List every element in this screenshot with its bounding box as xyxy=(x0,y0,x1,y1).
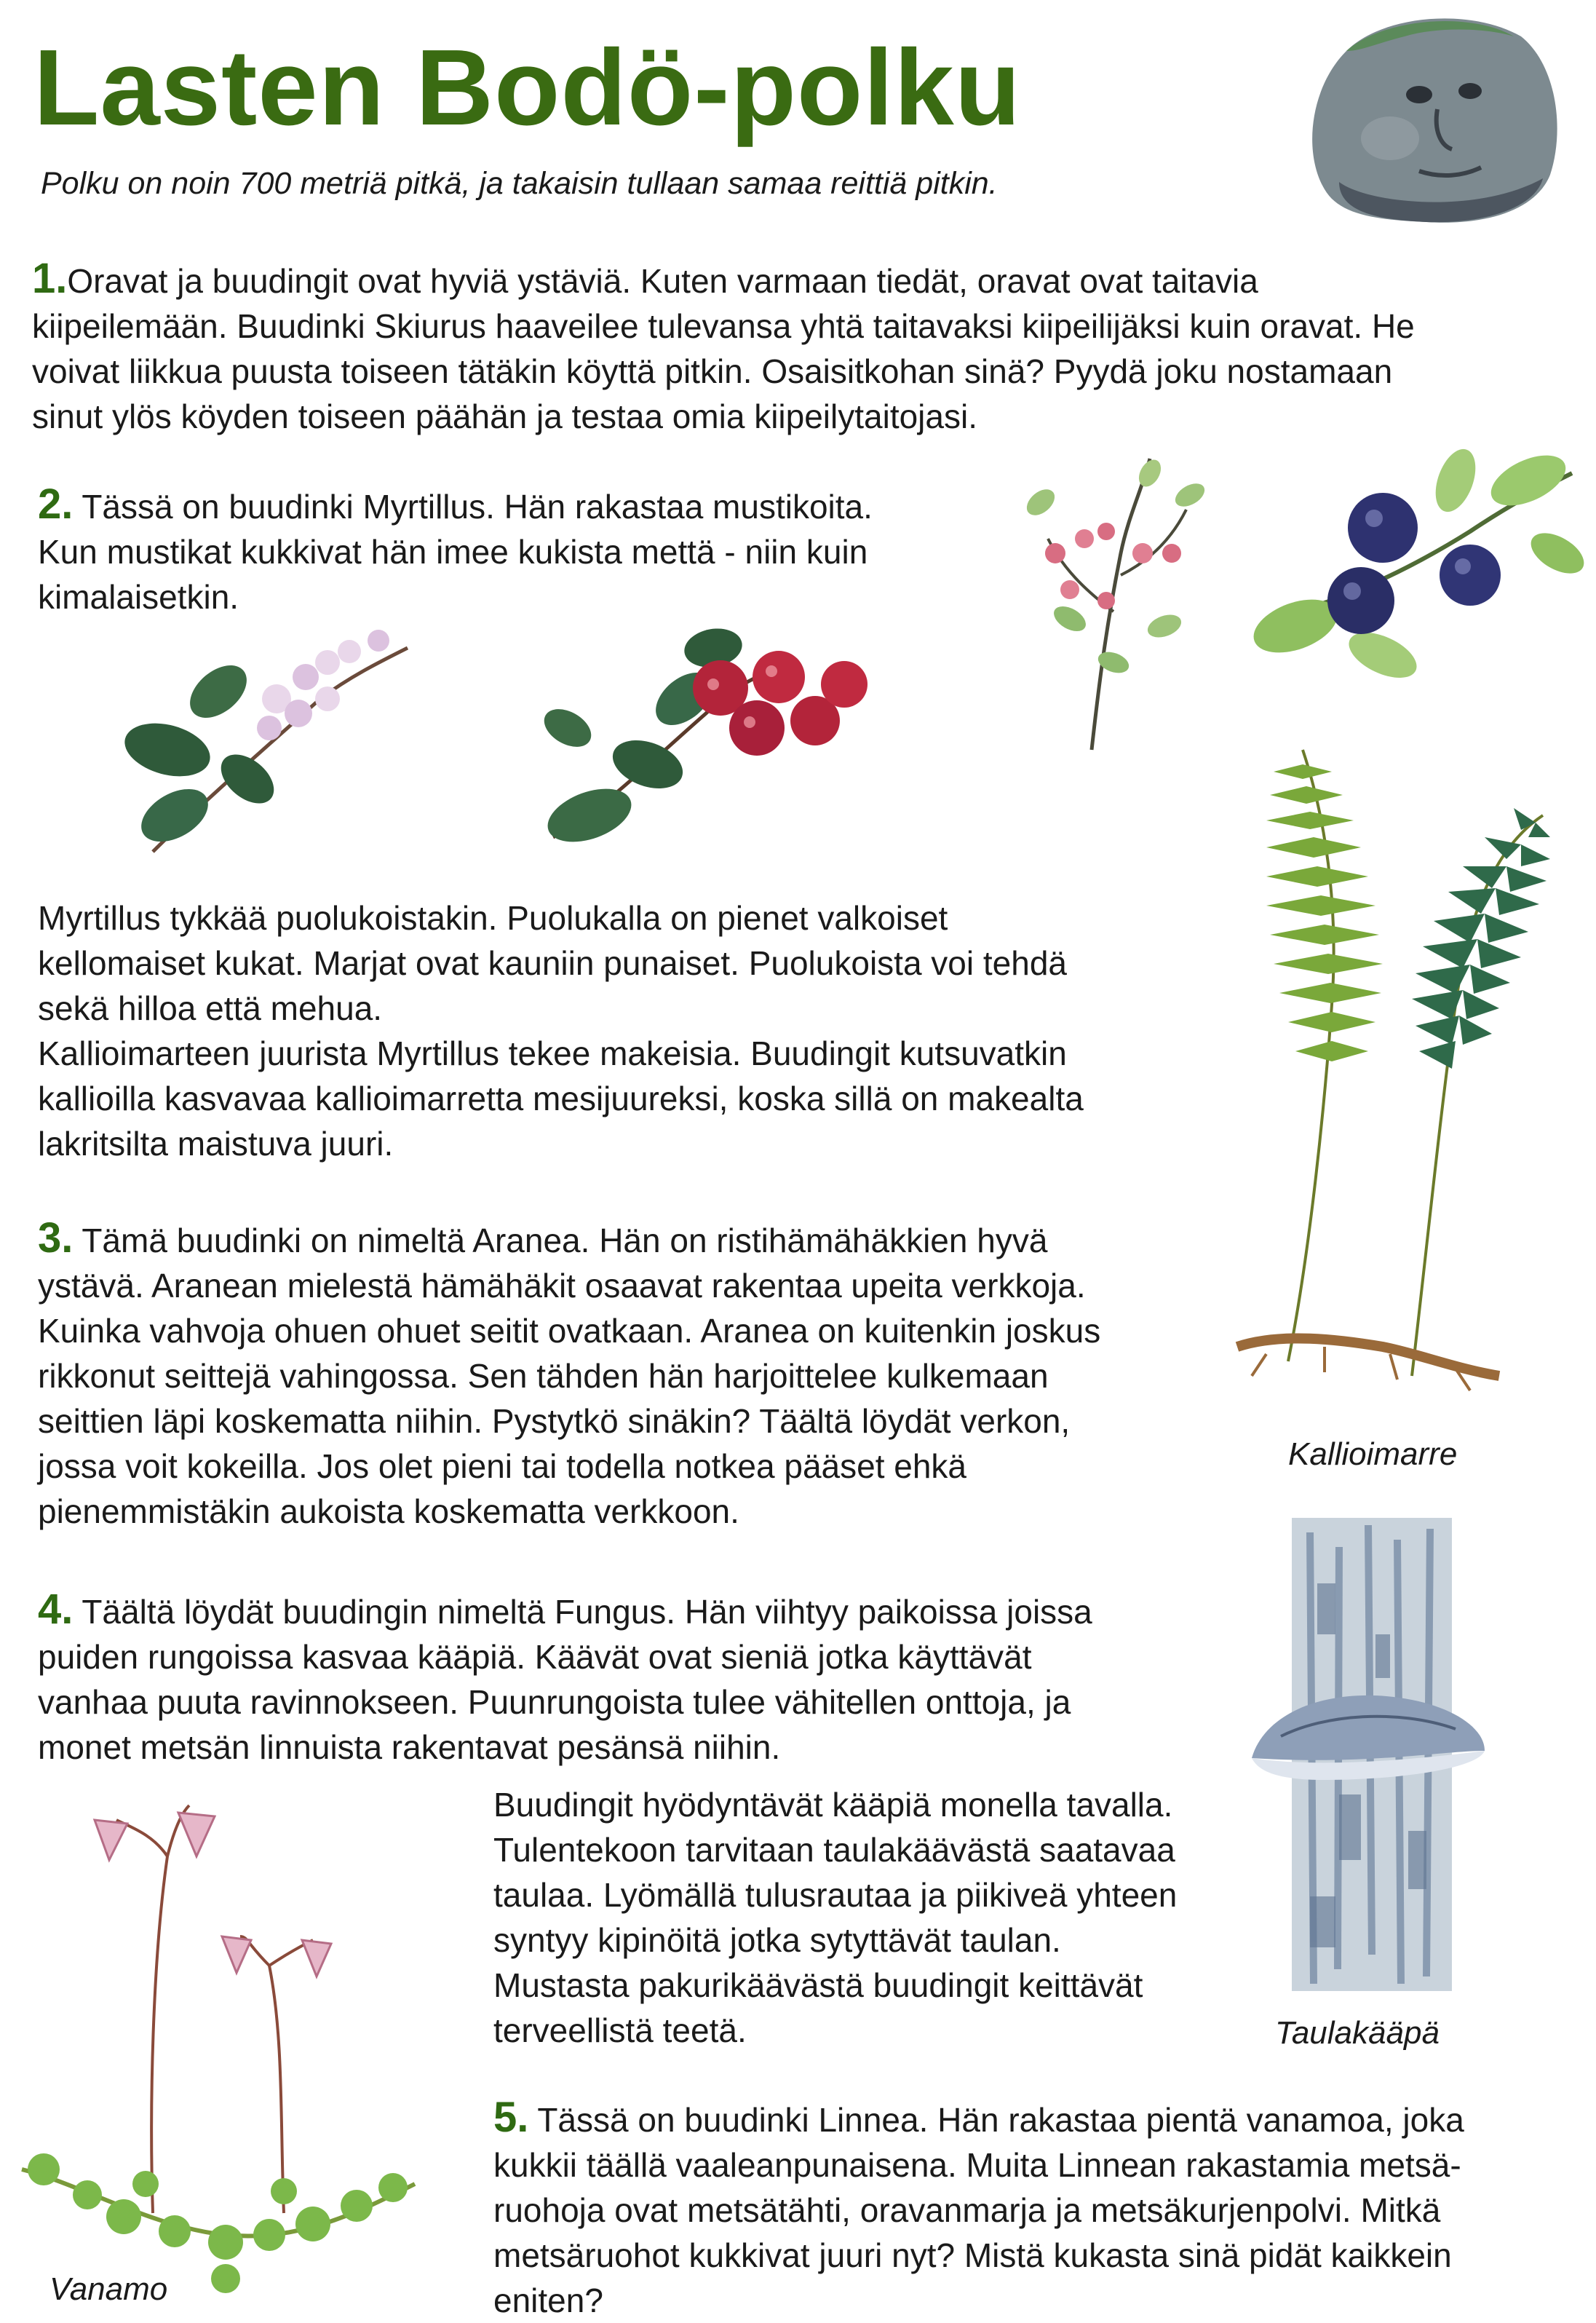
section-2-line-2: Kun mustikat kukkivat hän imee kukista mettä - niin kuin xyxy=(38,533,868,571)
section-3-line-3: Kuinka vahvoja ohuen ohuet seitit ovatkaan. Aranea on kuitenkin joskus xyxy=(38,1312,1101,1350)
twinflower-illustration xyxy=(7,1776,444,2300)
section-4-line-3: vanhaa puuta ravinnokseen. Puunrungoista tulee vähitellen onttoja, ja xyxy=(38,1683,1071,1721)
section-4-cont-line-5: Mustasta pakurikäävästä buudingit keittävät xyxy=(493,1966,1143,2004)
section-2-cont-line-5: kallioilla kasvavaa kallioimarretta mesijuureksi, koska sillä on makealta xyxy=(38,1080,1084,1117)
blueberry-illustration xyxy=(1252,437,1587,706)
section-1-line-2: kiipeilemään. Buudinki Skiurus haaveilee tulevansa yhtä taitavaksi kiipeilijäksi kuin oravat. He xyxy=(32,307,1415,345)
section-4-cont-line-2: Tulentekoon tarvitaan taulakäävästä saatavaa xyxy=(493,1831,1175,1869)
fern-caption: Kallioimarre xyxy=(1288,1436,1458,1472)
section-2-line-1: Tässä on buudinki Myrtillus. Hän rakastaa mustikoita. xyxy=(82,488,873,526)
twinflower-caption: Vanamo xyxy=(49,2271,168,2307)
section-3-line-4: rikkonut seittejä vahingossa. Sen tähden hän harjoittelee kulkemaan xyxy=(38,1357,1049,1395)
section-2-cont-line-6: lakritsilta maistuva juuri. xyxy=(38,1125,394,1163)
section-5 xyxy=(493,2095,1464,2323)
section-4-number: 4. xyxy=(38,1586,74,1633)
section-3-line-2: ystävä. Aranean mielestä hämähäkit osaavat rakentaa upeita verkkoja. xyxy=(38,1267,1086,1305)
section-2-cont-line-4: Kallioimarteen juurista Myrtillus tekee makeisia. Buudingit kutsuvatkin xyxy=(38,1034,1067,1072)
section-5-line-2: kukkii täällä vaaleanpunaisena. Muita Linnean rakastamia metsä- xyxy=(493,2146,1461,2184)
section-1-line-1: Oravat ja buudingit ovat hyviä ystäviä. Kuten varmaan tiedät, oravat ovat taitavia xyxy=(67,262,1258,300)
lingonberry-flower-illustration xyxy=(109,619,429,866)
section-3-line-6: jossa voit kokeilla. Jos olet pieni tai todella notkea pääset ehkä xyxy=(38,1447,967,1485)
stone-face-illustration xyxy=(1295,7,1572,226)
section-4-cont-line-1: Buudingit hyödyntävät kääpiä monella tavalla. xyxy=(493,1786,1173,1824)
section-1-line-3: voivat liikkua puusta toiseen tätäkin köyttä pitkin. Osaisitkohan sinä? Pyydä joku nostamaan xyxy=(32,352,1393,390)
section-2-number: 2. xyxy=(38,480,74,528)
page-title: Lasten Bodö-polku xyxy=(33,28,1022,148)
fungus-caption: Taulakääpä xyxy=(1275,2015,1440,2051)
section-5-line-5: eniten? xyxy=(493,2282,603,2319)
lingonberry-illustration xyxy=(539,619,888,859)
section-4 xyxy=(38,1587,1092,1770)
section-1-number: 1. xyxy=(32,255,68,302)
page-subtitle: Polku on noin 700 metriä pitkä, ja takaisin tullaan samaa reittiä pitkin. xyxy=(41,166,998,201)
section-4-continuation xyxy=(493,1782,1177,2053)
section-2-continuation xyxy=(38,895,1084,1166)
section-4-line-4: monet metsän linnuista rakentavat pesänsä niihin. xyxy=(38,1728,781,1766)
section-2-line-3: kimalaisetkin. xyxy=(38,578,239,616)
section-3-number: 3. xyxy=(38,1214,74,1262)
section-2 xyxy=(38,482,873,620)
bracket-fungus-illustration xyxy=(1252,1518,1492,1991)
section-3-line-1: Tämä buudinki on nimeltä Aranea. Hän on ristihämähäkkien hyvä xyxy=(82,1222,1048,1259)
section-3-line-7: pienemmistäkin aukoista koskematta verkkoon. xyxy=(38,1492,739,1530)
section-3 xyxy=(38,1216,1100,1534)
section-4-cont-line-3: taulaa. Lyömällä tulusrautaa ja piikiveä yhteen xyxy=(493,1876,1178,1914)
section-2-cont-line-2: kellomaiset kukat. Marjat ovat kauniin punaiset. Puolukoista voi tehdä xyxy=(38,944,1068,982)
section-2-cont-line-3: sekä hilloa että mehua. xyxy=(38,989,383,1027)
section-1 xyxy=(32,256,1415,439)
section-5-line-4: metsäruohot kukkivat juuri nyt? Mistä kukasta sinä pidät kaikkein xyxy=(493,2236,1452,2274)
section-4-line-1: Täältä löydät buudingin nimeltä Fungus. Hän viihtyy paikoissa joissa xyxy=(82,1593,1092,1631)
section-4-line-2: puiden rungoissa kasvaa kääpiä. Käävät ovat sieniä jotka käyttävät xyxy=(38,1638,1032,1676)
section-1-line-4: sinut ylös köyden toiseen päähän ja testaa omia kiipeilytaitojasi. xyxy=(32,397,977,435)
section-3-line-5: seittien läpi koskematta niihin. Pystytkö sinäkin? Täältä löydät verkon, xyxy=(38,1402,1071,1440)
blueberry-flower-illustration xyxy=(997,444,1230,757)
section-5-line-3: ruohoja ovat metsätähti, oravanmarja ja metsäkurjenpolvi. Mitkä xyxy=(493,2191,1441,2229)
section-4-cont-line-6: terveellistä teetä. xyxy=(493,2011,747,2049)
section-5-number: 5. xyxy=(493,2094,529,2141)
section-5-line-1: Tässä on buudinki Linnea. Hän rakastaa pientä vanamoa, joka xyxy=(537,2101,1464,2139)
fern-illustration xyxy=(1223,743,1587,1412)
section-4-cont-line-4: syntyy kipinöitä jotka sytyttävät taulan. xyxy=(493,1921,1061,1959)
section-2-cont-line-1: Myrtillus tykkää puolukoistakin. Puolukalla on pienet valkoiset xyxy=(38,899,948,937)
